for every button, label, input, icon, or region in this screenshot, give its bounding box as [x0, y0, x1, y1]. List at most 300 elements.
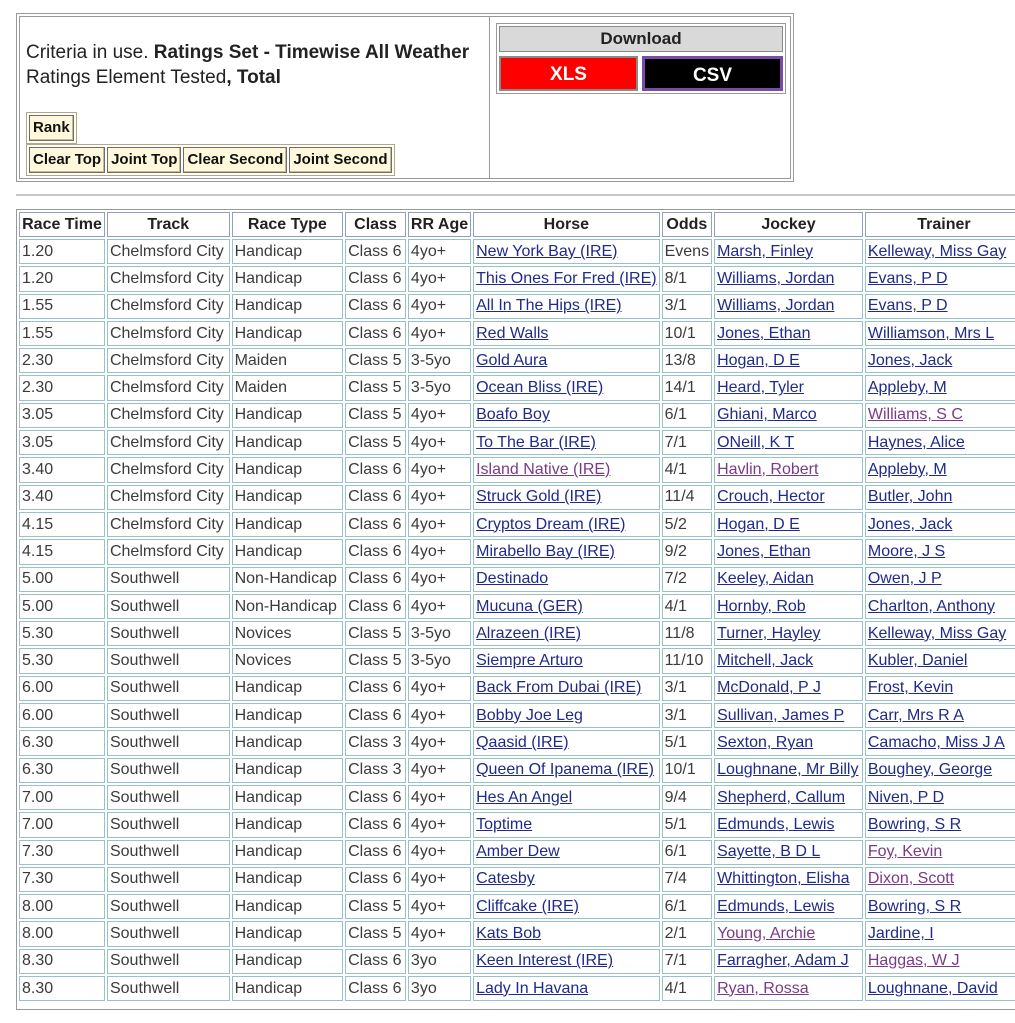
trainer-cell	[865, 648, 1015, 673]
track-cell: Chelmsford City	[107, 539, 230, 564]
horse-link[interactable]: Cryptos Dream (IRE)	[476, 515, 626, 533]
trainer-cell	[865, 266, 1015, 291]
jockey-cell	[714, 976, 863, 1001]
jockey-link[interactable]: Sullivan, James P	[717, 706, 845, 724]
clear-top-button[interactable]: Clear Top	[29, 147, 105, 173]
race-type-cell: Handicap	[232, 840, 344, 865]
track-cell: Southwell	[107, 567, 230, 592]
jockey-link[interactable]: Hornby, Rob	[717, 597, 806, 615]
table-row	[19, 485, 1015, 510]
xls-download-button[interactable]: XLS	[499, 56, 638, 91]
download-title: Download	[499, 26, 783, 52]
trainer-link[interactable]: Bowring, S R	[867, 815, 962, 833]
trainer-link[interactable]: Dixon, Scott	[867, 870, 955, 888]
table-row	[19, 375, 1015, 400]
track-cell: Southwell	[107, 594, 230, 619]
rr-age-cell: 4yo+	[408, 867, 471, 892]
table-row	[19, 266, 1015, 291]
horse-cell	[473, 840, 659, 865]
class-cell: Class 6	[345, 703, 406, 728]
horse-link[interactable]: Destinado	[476, 570, 549, 588]
rr-age-cell: 4yo+	[408, 785, 471, 810]
odds-cell: 5/2	[662, 512, 712, 537]
odds-cell: 6/1	[662, 894, 712, 919]
jockey-link[interactable]: Jones, Ethan	[717, 324, 811, 342]
jockey-link[interactable]: Edmunds, Lewis	[717, 897, 835, 915]
table-header-row	[19, 212, 1015, 237]
horse-cell	[473, 976, 659, 1001]
horse-cell	[473, 812, 659, 837]
race-time-cell: 3.05	[19, 430, 105, 455]
odds-cell: 11/4	[662, 485, 712, 510]
trainer-link[interactable]: Evans, P D	[867, 269, 948, 287]
trainer-link[interactable]: Charlton, Anthony	[867, 597, 996, 615]
jockey-cell	[714, 512, 863, 537]
joint-top-button[interactable]: Joint Top	[107, 147, 181, 173]
class-cell: Class 6	[345, 949, 406, 974]
jockey-link[interactable]: Shepherd, Callum	[717, 788, 846, 806]
trainer-cell	[865, 921, 1015, 946]
jockey-link[interactable]: Turner, Hayley	[717, 624, 821, 642]
jockey-link[interactable]: Williams, Jordan	[717, 297, 835, 315]
race-type-cell: Handicap	[232, 294, 344, 319]
race-type-cell: Novices	[232, 621, 344, 646]
rr-age-cell: 4yo+	[408, 730, 471, 755]
rr-age-cell: 3yo	[408, 976, 471, 1001]
download-buttons	[499, 56, 783, 91]
joint-second-button[interactable]: Joint Second	[289, 147, 391, 173]
race-type-cell: Handicap	[232, 812, 344, 837]
trainer-cell	[865, 785, 1015, 810]
horse-link[interactable]: Keen Interest (IRE)	[476, 952, 614, 970]
table-row	[19, 457, 1015, 482]
trainer-link[interactable]: Loughnane, David	[867, 979, 998, 997]
trainer-cell	[865, 867, 1015, 892]
horse-link[interactable]: Bobby Joe Leg	[476, 706, 583, 724]
trainer-cell	[865, 375, 1015, 400]
table-row	[19, 785, 1015, 810]
class-cell: Class 6	[345, 594, 406, 619]
trainer-cell	[865, 730, 1015, 755]
jockey-cell	[714, 457, 863, 482]
jockey-cell	[714, 840, 863, 865]
col-header-trainer[interactable]: Trainer	[865, 212, 1015, 237]
horse-cell	[473, 239, 659, 264]
track-cell: Southwell	[107, 621, 230, 646]
horse-cell	[473, 730, 659, 755]
trainer-link[interactable]: Jardine, I	[867, 925, 934, 943]
jockey-link[interactable]: ONeill, K T	[717, 433, 795, 451]
class-cell: Class 6	[345, 676, 406, 701]
jockey-cell	[714, 949, 863, 974]
jockey-link[interactable]: Sexton, Ryan	[717, 733, 814, 751]
race-time-cell: 1.20	[19, 266, 105, 291]
odds-cell: 2/1	[662, 921, 712, 946]
rr-age-cell: 4yo+	[408, 294, 471, 319]
trainer-link[interactable]: Haynes, Alice	[867, 433, 965, 451]
odds-cell: 3/1	[662, 676, 712, 701]
jockey-cell	[714, 676, 863, 701]
race-time-cell: 1.55	[19, 294, 105, 319]
col-header-race-type[interactable]: Race Type	[232, 212, 344, 237]
jockey-link[interactable]: Jones, Ethan	[717, 542, 811, 560]
trainer-cell	[865, 430, 1015, 455]
race-time-cell: 3.40	[19, 485, 105, 510]
track-cell: Chelmsford City	[107, 375, 230, 400]
jockey-cell	[714, 921, 863, 946]
jockey-link[interactable]: Williams, Jordan	[717, 269, 835, 287]
track-cell: Southwell	[107, 867, 230, 892]
track-cell: Southwell	[107, 894, 230, 919]
rr-age-cell: 3yo	[408, 949, 471, 974]
criteria-ratings-set-value: Ratings Set - Timewise All Weather	[153, 42, 470, 63]
results-table-body	[19, 239, 1015, 1001]
race-time-cell: 1.55	[19, 321, 105, 346]
col-header-odds[interactable]: Odds	[662, 212, 712, 237]
criteria-element-sep: ,	[226, 67, 237, 88]
jockey-link[interactable]: Heard, Tyler	[717, 379, 804, 397]
odds-cell: 9/4	[662, 785, 712, 810]
track-cell: Southwell	[107, 921, 230, 946]
race-type-cell: Handicap	[232, 457, 344, 482]
odds-cell: 8/1	[662, 266, 712, 291]
track-cell: Southwell	[107, 758, 230, 783]
jockey-link[interactable]: Whittington, Elisha	[717, 870, 850, 888]
race-time-cell: 5.30	[19, 621, 105, 646]
horse-link[interactable]: Hes An Angel	[476, 788, 573, 806]
horse-cell	[473, 457, 659, 482]
jockey-link[interactable]: Ghiani, Marco	[717, 406, 817, 424]
rank-group	[26, 112, 77, 144]
horse-link[interactable]: Toptime	[476, 815, 533, 833]
race-type-cell: Handicap	[232, 894, 344, 919]
trainer-link[interactable]: Bowring, S R	[867, 897, 962, 915]
horse-link[interactable]: Qaasid (IRE)	[476, 733, 569, 751]
col-header-rr-age[interactable]: RR Age	[408, 212, 471, 237]
rr-age-cell: 4yo+	[408, 921, 471, 946]
rr-age-cell: 4yo+	[408, 539, 471, 564]
horse-link[interactable]: Kats Bob	[476, 925, 542, 943]
jockey-cell	[714, 485, 863, 510]
jockey-link[interactable]: Young, Archie	[717, 925, 816, 943]
trainer-link[interactable]: Kubler, Daniel	[867, 652, 968, 670]
horse-cell	[473, 567, 659, 592]
table-row	[19, 594, 1015, 619]
rr-age-cell: 4yo+	[408, 266, 471, 291]
odds-cell: 13/8	[662, 348, 712, 373]
class-cell: Class 6	[345, 457, 406, 482]
track-cell: Chelmsford City	[107, 457, 230, 482]
criteria-panel	[16, 13, 794, 182]
table-row	[19, 730, 1015, 755]
track-cell: Chelmsford City	[107, 266, 230, 291]
jockey-link[interactable]: Edmunds, Lewis	[717, 815, 835, 833]
table-row	[19, 840, 1015, 865]
odds-cell: 4/1	[662, 976, 712, 1001]
trainer-cell	[865, 294, 1015, 319]
race-type-cell: Handicap	[232, 921, 344, 946]
jockey-cell	[714, 730, 863, 755]
jockey-cell	[714, 430, 863, 455]
race-time-cell: 6.00	[19, 703, 105, 728]
horse-cell	[473, 403, 659, 428]
horse-link[interactable]: Queen Of Ipanema (IRE)	[476, 761, 654, 779]
track-cell: Chelmsford City	[107, 294, 230, 319]
col-header-horse[interactable]: Horse	[473, 212, 659, 237]
rr-age-cell: 4yo+	[408, 457, 471, 482]
rr-age-cell: 4yo+	[408, 430, 471, 455]
race-time-cell: 1.20	[19, 239, 105, 264]
jockey-cell	[714, 539, 863, 564]
table-row	[19, 567, 1015, 592]
class-cell: Class 5	[345, 430, 406, 455]
table-row	[19, 812, 1015, 837]
jockey-link[interactable]: Havlin, Robert	[717, 461, 819, 479]
trainer-cell	[865, 949, 1015, 974]
trainer-cell	[865, 485, 1015, 510]
horse-link[interactable]: New York Bay (IRE)	[476, 242, 618, 260]
class-cell: Class 5	[345, 621, 406, 646]
trainer-link[interactable]: Owen, J P	[867, 570, 942, 588]
table-row	[19, 894, 1015, 919]
race-time-cell: 2.30	[19, 375, 105, 400]
jockey-link[interactable]: Crouch, Hector	[717, 488, 825, 506]
table-row	[19, 430, 1015, 455]
class-cell: Class 6	[345, 294, 406, 319]
trainer-link[interactable]: Williams, S C	[867, 406, 963, 424]
trainer-cell	[865, 894, 1015, 919]
race-time-cell: 7.30	[19, 867, 105, 892]
rr-age-cell: 4yo+	[408, 512, 471, 537]
trainer-cell	[865, 512, 1015, 537]
track-cell: Southwell	[107, 648, 230, 673]
race-type-cell: Handicap	[232, 867, 344, 892]
odds-cell: 6/1	[662, 403, 712, 428]
race-time-cell: 4.15	[19, 539, 105, 564]
col-header-jockey[interactable]: Jockey	[714, 212, 863, 237]
jockey-link[interactable]: Ryan, Rossa	[717, 979, 809, 997]
race-time-cell: 5.30	[19, 648, 105, 673]
class-cell: Class 6	[345, 512, 406, 537]
odds-cell: 9/2	[662, 539, 712, 564]
horse-link[interactable]: Struck Gold (IRE)	[476, 488, 602, 506]
trainer-cell	[865, 403, 1015, 428]
jockey-link[interactable]: Hogan, D E	[717, 515, 800, 533]
trainer-cell	[865, 239, 1015, 264]
trainer-cell	[865, 812, 1015, 837]
rr-age-cell: 4yo+	[408, 567, 471, 592]
trainer-link[interactable]: Kelleway, Miss Gay	[867, 624, 1007, 642]
race-type-cell: Handicap	[232, 321, 344, 346]
trainer-link[interactable]: Moore, J S	[867, 542, 946, 560]
odds-cell: 11/8	[662, 621, 712, 646]
odds-cell: 7/1	[662, 430, 712, 455]
class-cell: Class 6	[345, 266, 406, 291]
class-cell: Class 5	[345, 894, 406, 919]
rr-age-cell: 4yo+	[408, 758, 471, 783]
jockey-cell	[714, 348, 863, 373]
trainer-cell	[865, 758, 1015, 783]
horse-cell	[473, 294, 659, 319]
jockey-cell	[714, 812, 863, 837]
horse-link[interactable]: Cliffcake (IRE)	[476, 897, 579, 915]
trainer-link[interactable]: Camacho, Miss J A	[867, 733, 1005, 751]
horse-link[interactable]: Catesby	[476, 870, 535, 888]
jockey-cell	[714, 785, 863, 810]
jockey-link[interactable]: McDonald, P J	[717, 679, 821, 697]
race-time-cell: 2.30	[19, 348, 105, 373]
track-cell: Southwell	[107, 976, 230, 1001]
filter-button-group	[26, 144, 395, 176]
horse-link[interactable]: This Ones For Fred (IRE)	[476, 269, 657, 287]
table-row	[19, 921, 1015, 946]
trainer-cell	[865, 321, 1015, 346]
race-time-cell: 8.00	[19, 894, 105, 919]
odds-cell: 3/1	[662, 294, 712, 319]
download-box	[496, 23, 786, 94]
rr-age-cell: 3-5yo	[408, 621, 471, 646]
horse-link[interactable]: Siempre Arturo	[476, 652, 583, 670]
track-cell: Southwell	[107, 730, 230, 755]
horse-link[interactable]: Boafo Boy	[476, 406, 550, 424]
odds-cell: Evens	[662, 239, 712, 264]
class-cell: Class 5	[345, 348, 406, 373]
rr-age-cell: 4yo+	[408, 676, 471, 701]
class-cell: Class 5	[345, 375, 406, 400]
race-time-cell: 5.00	[19, 594, 105, 619]
horse-cell	[473, 594, 659, 619]
race-time-cell: 7.00	[19, 812, 105, 837]
trainer-cell	[865, 703, 1015, 728]
rr-age-cell: 4yo+	[408, 840, 471, 865]
trainer-link[interactable]: Boughey, George	[867, 761, 993, 779]
race-type-cell: Handicap	[232, 949, 344, 974]
table-row	[19, 648, 1015, 673]
class-cell: Class 3	[345, 730, 406, 755]
col-header-class[interactable]: Class	[345, 212, 406, 237]
trainer-cell	[865, 348, 1015, 373]
horse-cell	[473, 375, 659, 400]
jockey-cell	[714, 594, 863, 619]
jockey-cell	[714, 294, 863, 319]
horse-link[interactable]: Alrazeen (IRE)	[476, 624, 582, 642]
trainer-cell	[865, 621, 1015, 646]
odds-cell: 7/2	[662, 567, 712, 592]
class-cell: Class 5	[345, 921, 406, 946]
trainer-link[interactable]: Kelleway, Miss Gay	[867, 242, 1007, 260]
jockey-cell	[714, 403, 863, 428]
race-type-cell: Maiden	[232, 348, 344, 373]
trainer-link[interactable]: Appleby, M	[867, 461, 947, 479]
horse-link[interactable]: To The Bar (IRE)	[476, 433, 596, 451]
rr-age-cell: 4yo+	[408, 703, 471, 728]
jockey-cell	[714, 758, 863, 783]
rr-age-cell: 4yo+	[408, 594, 471, 619]
table-row	[19, 758, 1015, 783]
jockey-link[interactable]: Sayette, B D L	[717, 843, 821, 861]
jockey-link[interactable]: Hogan, D E	[717, 351, 800, 369]
table-row	[19, 539, 1015, 564]
race-type-cell: Handicap	[232, 512, 344, 537]
jockey-cell	[714, 867, 863, 892]
horse-cell	[473, 758, 659, 783]
horse-link[interactable]: Amber Dew	[476, 843, 560, 861]
trainer-link[interactable]: Haggas, W J	[867, 952, 960, 970]
race-type-cell: Maiden	[232, 375, 344, 400]
clear-second-button[interactable]: Clear Second	[183, 147, 287, 173]
track-cell: Chelmsford City	[107, 403, 230, 428]
horse-cell	[473, 430, 659, 455]
criteria-label: Criteria in use.	[26, 42, 154, 63]
odds-cell: 3/1	[662, 703, 712, 728]
odds-cell: 4/1	[662, 594, 712, 619]
horse-cell	[473, 539, 659, 564]
odds-cell: 10/1	[662, 758, 712, 783]
jockey-cell	[714, 648, 863, 673]
trainer-link[interactable]: Foy, Kevin	[867, 843, 943, 861]
rr-age-cell: 4yo+	[408, 894, 471, 919]
table-row	[19, 348, 1015, 373]
jockey-link[interactable]: Keeley, Aidan	[717, 570, 814, 588]
col-header-race-time[interactable]: Race Time	[19, 212, 105, 237]
trainer-link[interactable]: Carr, Mrs R A	[867, 706, 964, 724]
rank-button[interactable]: Rank	[29, 115, 74, 141]
class-cell: Class 6	[345, 976, 406, 1001]
horse-cell	[473, 785, 659, 810]
horse-link[interactable]: Mucuna (GER)	[476, 597, 583, 615]
trainer-link[interactable]: Frost, Kevin	[867, 679, 954, 697]
horse-link[interactable]: Island Native (IRE)	[476, 461, 611, 479]
race-type-cell: Handicap	[232, 539, 344, 564]
trainer-link[interactable]: Jones, Jack	[867, 351, 953, 369]
trainer-link[interactable]: Appleby, M	[867, 379, 947, 397]
race-time-cell: 6.00	[19, 676, 105, 701]
trainer-link[interactable]: Jones, Jack	[867, 515, 953, 533]
odds-cell: 10/1	[662, 321, 712, 346]
table-row	[19, 676, 1015, 701]
trainer-link[interactable]: Evans, P D	[867, 297, 948, 315]
horse-link[interactable]: Gold Aura	[476, 351, 548, 369]
trainer-link[interactable]: Niven, P D	[867, 788, 945, 806]
trainer-link[interactable]: Butler, John	[867, 488, 953, 506]
class-cell: Class 6	[345, 785, 406, 810]
csv-download-button[interactable]: CSV	[642, 56, 783, 91]
jockey-cell	[714, 703, 863, 728]
horse-link[interactable]: All In The Hips (IRE)	[476, 297, 622, 315]
table-row	[19, 976, 1015, 1001]
jockey-link[interactable]: Mitchell, Jack	[717, 652, 814, 670]
class-cell: Class 6	[345, 867, 406, 892]
horse-link[interactable]: Back From Dubai (IRE)	[476, 679, 642, 697]
odds-cell: 7/4	[662, 867, 712, 892]
race-type-cell: Novices	[232, 648, 344, 673]
horse-link[interactable]: Red Walls	[476, 324, 549, 342]
jockey-link[interactable]: Loughnane, Mr Billy	[717, 761, 859, 779]
class-cell: Class 6	[345, 539, 406, 564]
odds-cell: 5/1	[662, 730, 712, 755]
class-cell: Class 5	[345, 648, 406, 673]
horse-link[interactable]: Lady In Havana	[476, 979, 589, 997]
horse-link[interactable]: Ocean Bliss (IRE)	[476, 379, 604, 397]
col-header-track[interactable]: Track	[107, 212, 230, 237]
track-cell: Chelmsford City	[107, 512, 230, 537]
jockey-link[interactable]: Marsh, Finley	[717, 242, 814, 260]
jockey-link[interactable]: Farragher, Adam J	[717, 952, 849, 970]
trainer-link[interactable]: Williamson, Mrs L	[867, 324, 995, 342]
horse-link[interactable]: Mirabello Bay (IRE)	[476, 542, 615, 560]
track-cell: Southwell	[107, 812, 230, 837]
odds-cell: 7/1	[662, 949, 712, 974]
